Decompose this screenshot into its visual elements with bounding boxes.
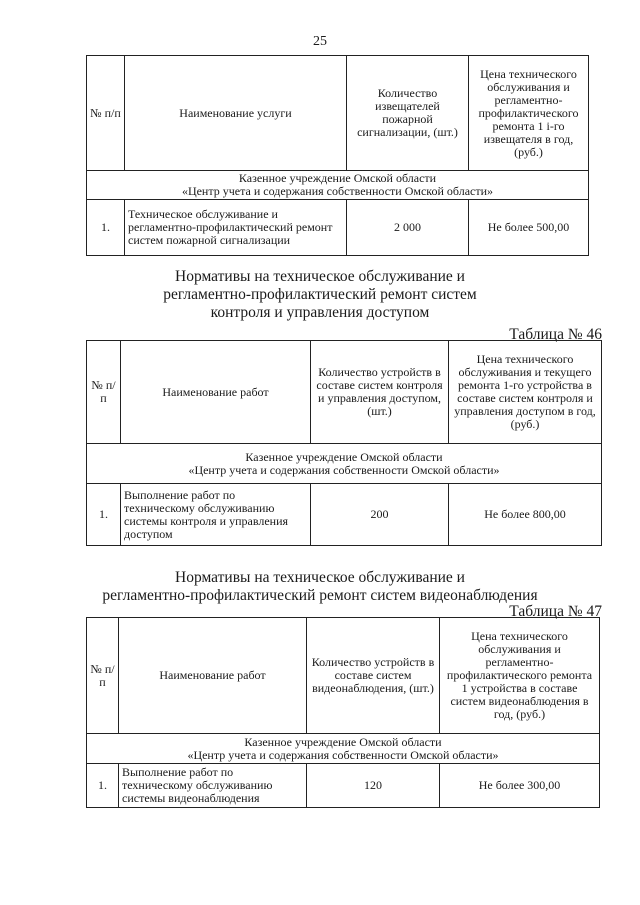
organization-full-name: «Центр учета и содержания собственности Омской области» xyxy=(187,747,499,762)
page-number: 25 xyxy=(313,34,327,49)
header-service-name: Наименование услуги xyxy=(125,56,347,171)
header-number: № п/п xyxy=(87,618,119,734)
row-name: Выполнение работ по техническому обслуживанию системы контроля и управления доступом xyxy=(121,484,311,546)
table-row xyxy=(87,484,602,546)
organization-row xyxy=(87,444,602,484)
row-quantity: 200 xyxy=(311,484,449,546)
organization-full-name: «Центр учета и содержания собственности Омской области» xyxy=(181,184,494,198)
header-number: № п/п xyxy=(87,56,125,171)
table-row xyxy=(87,764,600,808)
section-47-heading: Нормативы на техническое обслуживание и регламентно-профилактический ремонт систем видеонаблюдения xyxy=(102,569,538,604)
header-price: Цена технического обслуживания и регламентно-профилактического ремонта 1 i-го извещателя в год, (руб.) xyxy=(469,56,589,171)
row-price: Не более 800,00 xyxy=(449,484,602,546)
row-name: Выполнение работ по техническому обслуживанию системы видеонаблюдения xyxy=(119,764,307,808)
header-price: Цена технического обслуживания и регламентно-профилактического ремонта 1 устройства в составе систем видеонаблюдения в год, (руб.) xyxy=(440,618,600,734)
header-quantity: Количество извещателей пожарной сигнализации, (шт.) xyxy=(347,56,469,171)
header-quantity: Количество устройств в составе систем видеонаблюдения, (шт.) xyxy=(307,618,440,734)
header-quantity: Количество устройств в составе систем контроля и управления доступом, (шт.) xyxy=(311,341,449,444)
row-quantity: 120 xyxy=(307,764,440,808)
table-47-label: Таблица № 47 xyxy=(509,603,602,620)
table-row xyxy=(87,200,589,256)
organization-name: Казенное учреждение Омской области xyxy=(245,449,443,464)
table-46-label: Таблица № 46 xyxy=(509,326,602,343)
row-name: Техническое обслуживание и регламентно-профилактический ремонт систем пожарной сигнализации xyxy=(125,200,347,256)
header-number: № п/п xyxy=(87,341,121,444)
video-surveillance-table xyxy=(86,617,600,808)
header-work-name: Наименование работ xyxy=(121,341,311,444)
fire-alarm-table xyxy=(86,55,589,256)
organization-name: Казенное учреждение Омской области xyxy=(244,734,442,749)
table-header-row xyxy=(87,341,602,444)
organization-full-name: «Центр учета и содержания собственности Омской области» xyxy=(188,462,500,477)
header-work-name: Наименование работ xyxy=(119,618,307,734)
organization-name: Казенное учреждение Омской области xyxy=(238,171,437,185)
table-header-row xyxy=(87,56,589,171)
row-price: Не более 500,00 xyxy=(469,200,589,256)
header-price: Цена технического обслуживания и текущего ремонта 1-го устройства в составе систем контроля и управления доступом в год, (руб.) xyxy=(449,341,602,444)
row-price: Не более 300,00 xyxy=(440,764,600,808)
row-number: 1. xyxy=(87,484,121,546)
organization-row xyxy=(87,734,600,764)
access-control-table xyxy=(86,340,602,546)
row-number: 1. xyxy=(87,200,125,256)
organization-row xyxy=(87,171,589,200)
row-quantity: 2 000 xyxy=(347,200,469,256)
row-number: 1. xyxy=(87,764,119,808)
table-header-row xyxy=(87,618,600,734)
section-46-heading: Нормативы на техническое обслуживание и регламентно-профилактический ремонт систем контроля и управления доступом xyxy=(163,268,477,321)
